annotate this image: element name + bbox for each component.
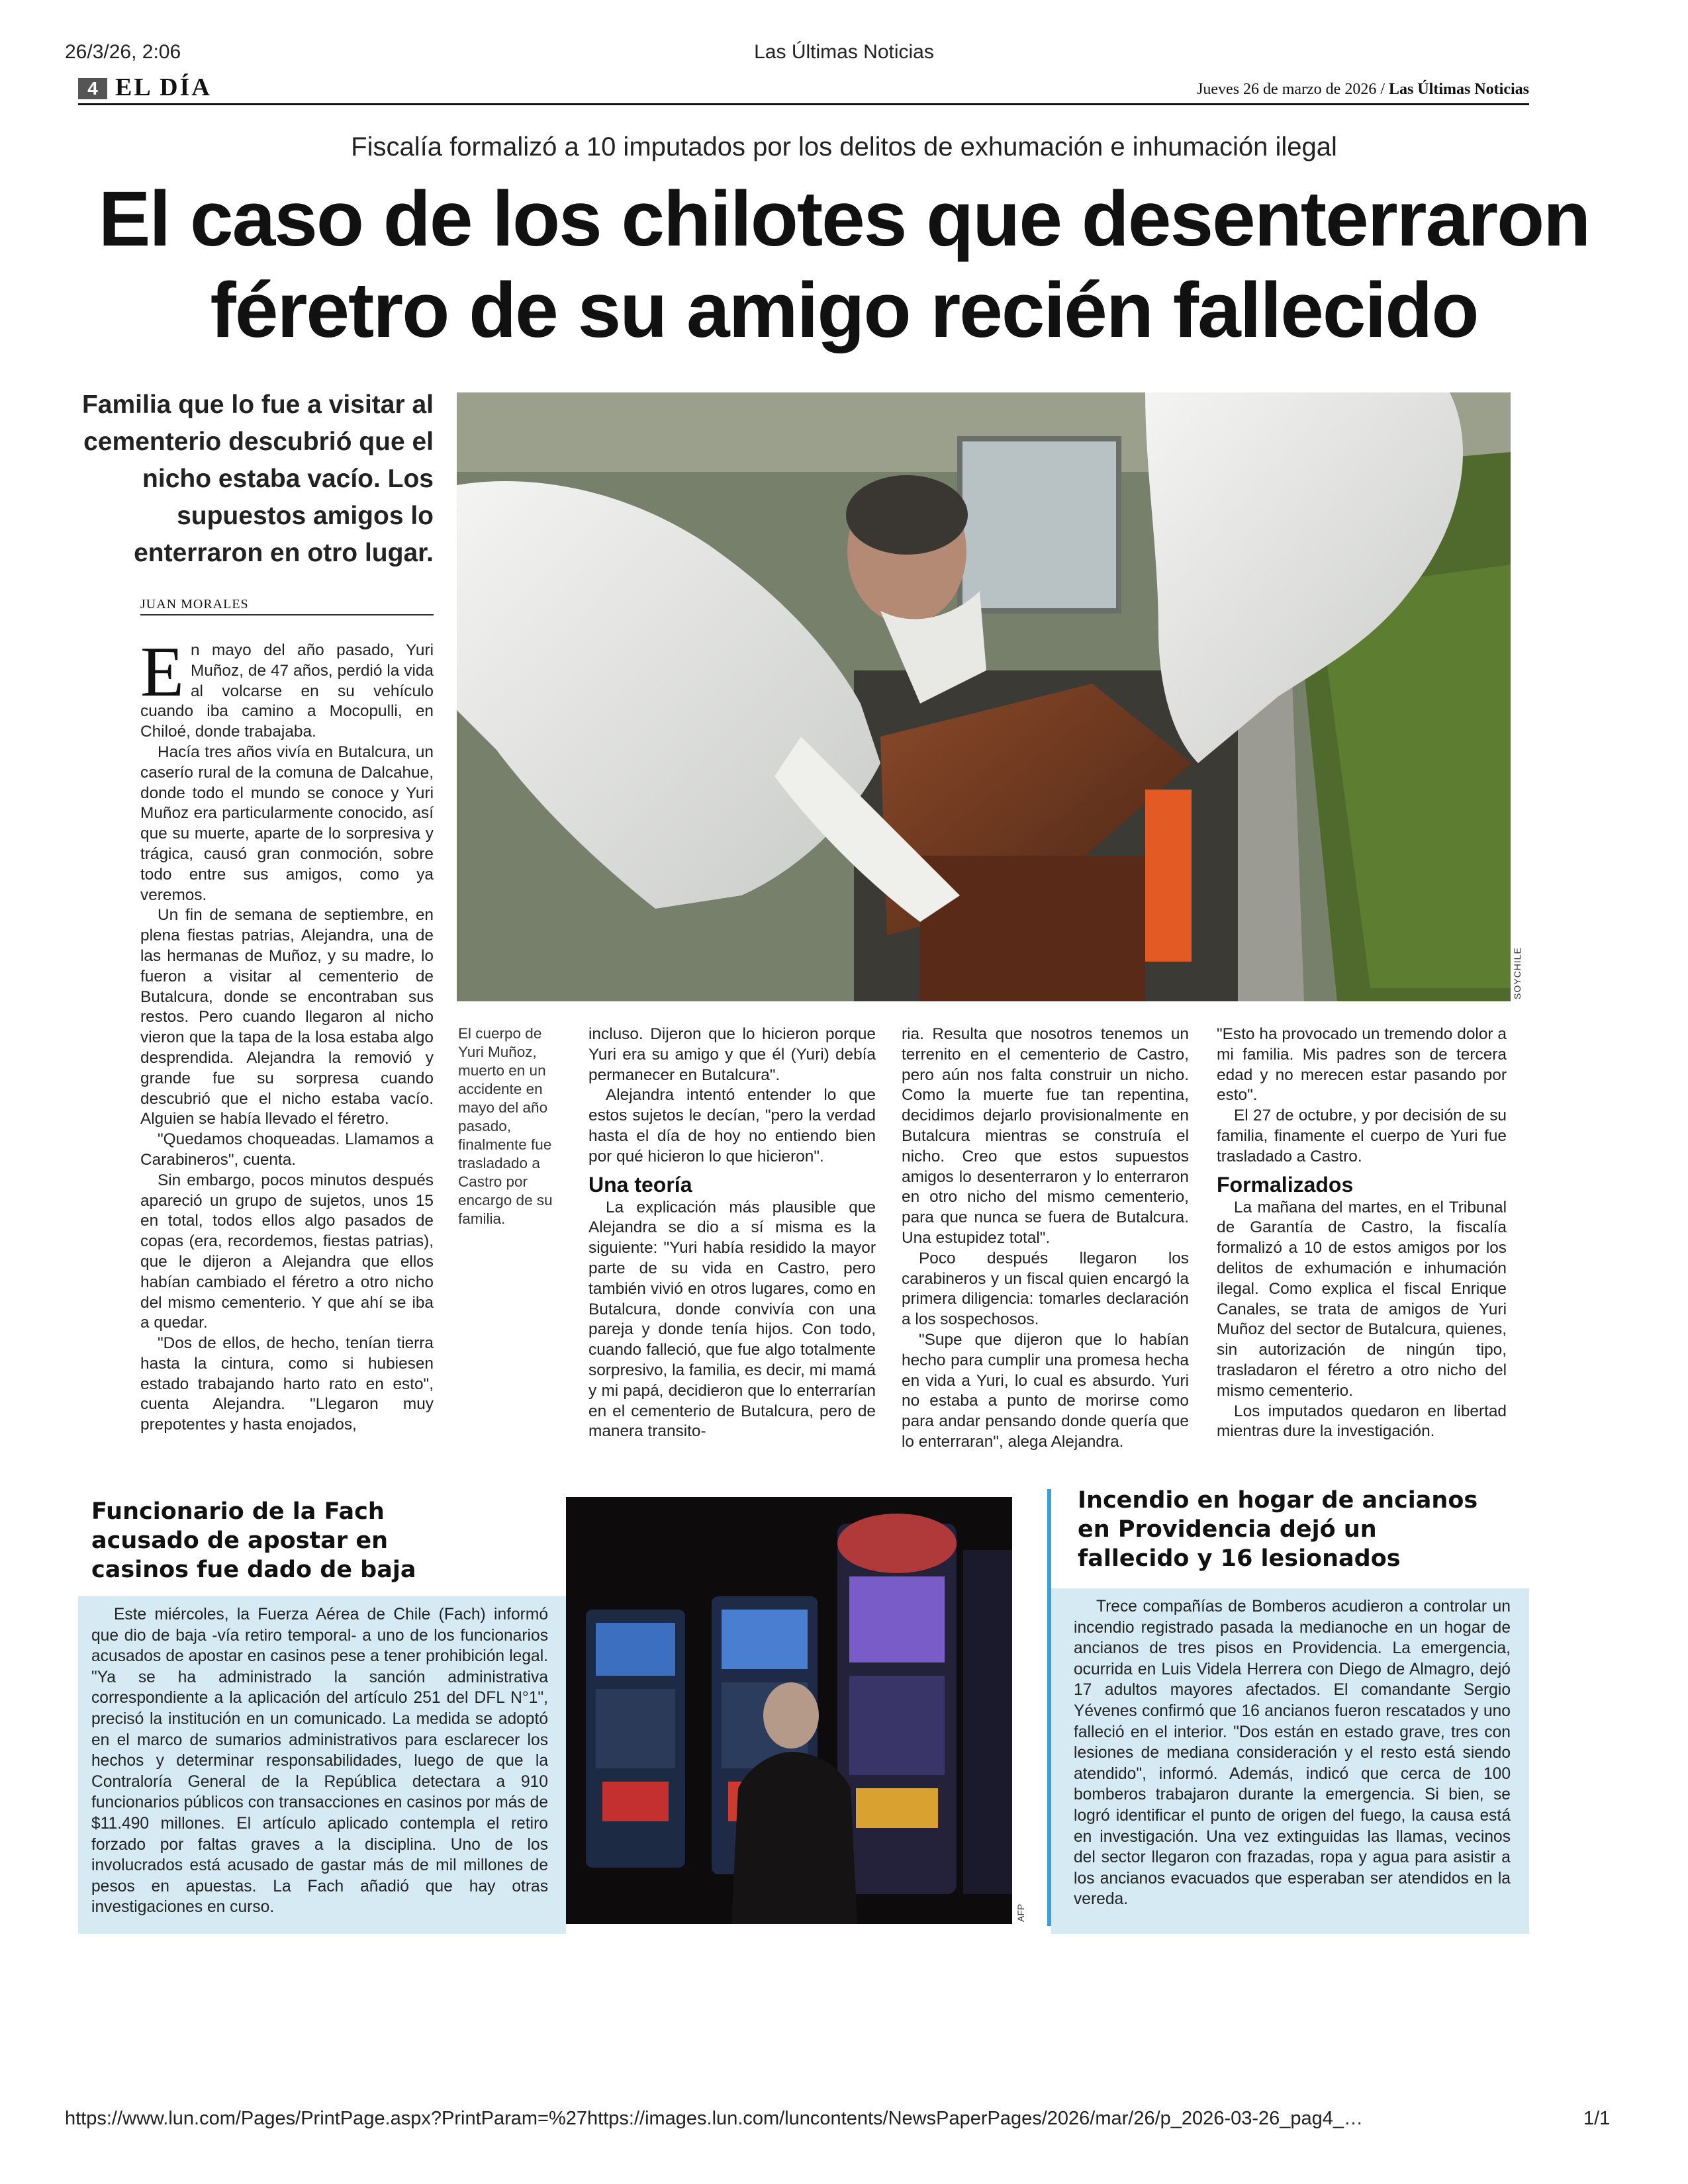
column-2-paragraph-2: Alejandra intentó entender lo que estos sujetos le decían, "pero la verdad hasta el día de hoy no entiendo bien por qué hicieron lo que hicieron".	[588, 1086, 876, 1165]
column-3-paragraph-2: Poco después llegaron los carabineros y un fiscal quien encargó la primera diligencia: tomarles declaración a los sospechosos.	[902, 1249, 1189, 1329]
column-4-paragraph-2: El 27 de octubre, y por decisión de su familia, finamente el cuerpo de Yuri fue trasladado a Castro.	[1217, 1107, 1507, 1165]
section-name: EL DÍA	[115, 73, 212, 101]
column-1-paragraph-2: Hacía tres años vivía en Butalcura, un caserío rural de la comuna de Dalcahue, donde todo el mundo se conoce y Yuri Muñoz era particularmente conocido, así que su muerte, aparte de lo sorpresiva y trágica, causó gran conmoción, sobre todo entre sus amigos, como ya veremos.	[140, 743, 434, 904]
header-rule	[78, 103, 1529, 105]
exhumation-scene-illustration	[457, 392, 1511, 1001]
brief-incendio-paragraph: Trece compañías de Bomberos acudieron a controlar un incendio registrado pasada la medianoche en un hogar de ancianos de tres pisos en Providencia. La emergencia, ocurrida en Luis Videla Herrera con Diego de Almagro, dejó 17 adultos mayores afectados. El comandante Sergio Yévenes confirmó que 16 ancianos fueron rescatados y uno falleció en el interior. "Dos están en estado grave, tres con lesiones de mediana consideración y el resto está siendo atendido", informó. Además, indicó que cerca de 100 bomberos trabajaron durante la emergencia. Si bien, se logró identificar el punto de origen del fuego, la causa está en investigación. Una vez extinguidas las llamas, vecinos del sector llegaron con frazadas, ropa y agua para asistir a los ancianos evacuados que esperaban ser atendidos en la vereda.	[1074, 1598, 1511, 1909]
brief-fach-text	[91, 1604, 548, 1918]
column-1-paragraph-4: "Quedamos choqueadas. Llamamos a Carabineros", cuenta.	[140, 1130, 434, 1169]
column-2-paragraph-1: incluso. Dijeron que lo hicieron porque Yuri era su amigo y que él (Yuri) debía permanecer en Butalcura".	[588, 1025, 876, 1084]
column-2-paragraph-3: La explicación más plausible que Alejandra se dio a sí misma es la siguiente: "Yuri había residido la mayor parte de su vida en Castro, pero también vivió en otros lugares, como en Butalcura, donde convivía con una pareja y donde tenía hijos. Con todo, cuando falleció, que fue algo totalmente sorpresivo, la familia, es decir, mi mamá y mi papá, decidieron que lo enterrarían en el cementerio de Butalcura, pero de manera transito-	[588, 1198, 876, 1441]
brief-fach-title: Funcionario de la Fach acusado de apostar en casinos fue dado de baja	[91, 1498, 416, 1583]
casino-photo	[566, 1497, 1012, 1924]
subhead-formalizados: Formalizados	[1217, 1172, 1354, 1197]
casino-photo-credit: AFP	[1015, 1903, 1026, 1922]
print-title: Las Últimas Noticias	[754, 41, 934, 63]
print-date: 26/3/26, 2:06	[65, 41, 181, 63]
article-column-3	[902, 1024, 1189, 1453]
headline-line-1: El caso de los chilotes que desenterraron	[98, 175, 1590, 263]
brief-fach-paragraph: Este miércoles, la Fuerza Aérea de Chile (Fach) informó que dio de baja -vía retiro temporal- a uno de los funcionarios acusados de apostar en casinos pese a tener prohibición legal. "Ya se ha administrado la sanción administrativa correspondiente a la aplicación del artículo 251 del DFL N°1", precisó la institución en un comunicado. La medida se adoptó en el marco de sumarios administrativos para esclarecer los hechos y determinar responsabilidades, luego de que la Contraloría General de la República detectara a 910 funcionarios públicos con transacciones en casinos por más de $11.490 millones. El artículo aplicado contempla el retiro forzado por faltas graves a la disciplina. Uno de los involucrados está acusado de gastar más de mil millones de pesos en apuestas. La Fach añadió que hay otras investigaciones en curso.	[91, 1606, 548, 1917]
column-1-paragraph-6: "Dos de ellos, de hecho, tenían tierra hasta la cintura, como si hubiesen estado trabajando harto rato en esto", cuenta Alejandra. "Llegaron muy prepotentes y hasta enojados,	[140, 1334, 434, 1434]
column-4-paragraph-1: "Esto ha provocado un tremendo dolor a mi familia. Mis padres son de tercera edad y no merecen estar pasando por esto".	[1217, 1025, 1507, 1105]
column-1-paragraph-3: Un fin de semana de septiembre, en plena fiestas patrias, Alejandra, una de las hermanas de Muñoz, y su madre, lo fueron a visitar al cementerio de Butalcura, donde se encontraban sus restos. Pero cuando llegaron al nicho vieron que la tapa de la losa estaba algo desprendida. Alejandra la removió y grande fue su sorpresa cuando descubrió que el nicho estaba vacío. Alguien se había llevado el féretro.	[140, 906, 434, 1128]
brief-incendio-title: Incendio en hogar de ancianos en Providencia dejó un fallecido y 16 lesionados	[1078, 1487, 1478, 1572]
byline-rule	[140, 614, 434, 615]
article-headline	[73, 173, 1615, 356]
brief-incendio-text	[1074, 1596, 1511, 1910]
article-column-1	[140, 633, 434, 1435]
column-1-paragraph-1-text: n mayo del año pasado, Yuri Muñoz, de 47 años, perdió la vida al volcarse en su vehículo cuando iba camino a Mocopulli, en Chiloé, donde trabajaba.	[140, 641, 434, 741]
print-url: https://www.lun.com/Pages/PrintPage.aspx?PrintParam=%27https://images.lun.com/luncontents/NewsPaperPages/2026/mar/26/p_2026-03-26_pag4_…	[65, 2108, 1364, 2129]
photo-caption: El cuerpo de Yuri Muñoz, muerto en un accidente en mayo del año pasado, finalmente fue trasladado a Castro por encargo de su familia.	[458, 1025, 553, 1227]
article-kicker: Fiscalía formalizó a 10 imputados por los delitos de exhumación e inhumación ilegal	[351, 132, 1337, 161]
issue-line	[1145, 81, 1529, 99]
paper-name: Las Últimas Noticias	[1389, 81, 1529, 98]
headline-line-2: féretro de su amigo recién fallecido	[210, 267, 1478, 354]
article-column-4	[1217, 1024, 1507, 1442]
main-photo-credit: SOYCHILE	[1512, 947, 1523, 999]
column-3-paragraph-3: "Supe que dijeron que lo habían hecho para cumplir una promesa hecha en vida a Yuri, lo cual es absurdo. Yuri no estaba a punto de morirse como para andar pensando donde quería que lo enterraran", alega Alejandra.	[902, 1330, 1189, 1451]
issue-separator: /	[1380, 81, 1385, 98]
casino-slot-machines-illustration	[566, 1497, 1012, 1924]
column-1-paragraph-5: Sin embargo, pocos minutos después apareció un grupo de sujetos, unos 15 en total, todos ellos algo pasados de copas (era, recordemos, fiestas patrias), que le dijeron a Alejandra que ellos habían cambiado el féretro a otro nicho del mismo cementerio. Y que ahí se iba a quedar.	[140, 1171, 434, 1332]
article-column-2	[588, 1024, 876, 1442]
subhead-una-teoria: Una teoría	[588, 1172, 692, 1197]
column-3-paragraph-1: ria. Resulta que nosotros tenemos un terrenito en el cementerio de Castro, pero aún nos falta construir un nicho. Como la muerte fue tan repentina, decidimos dejarlo provisionalmente en Butalcura mientras se construía el nicho. Creo que estos supuestos amigos lo desenterraron y lo enterraron en otro nicho del mismo cementerio, para que nunca se fuera de Butalcura. Una estupidez total".	[902, 1025, 1189, 1247]
article-deck: Familia que lo fue a visitar al cementerio descubrió que el nicho estaba vacío. Los supuestos amigos lo enterraron en otro lugar.	[81, 390, 434, 567]
page-number-badge: 4	[78, 78, 107, 99]
print-page-count: 1/1	[1583, 2108, 1611, 2129]
main-photo-exhumation	[457, 392, 1511, 1001]
byline: JUAN MORALES	[140, 597, 249, 612]
column-4-paragraph-3: La mañana del martes, en el Tribunal de Garantía de Castro, la fiscalía formalizó a 10 de estos amigos por los delitos de exhumación e inhumación ilegal. Como explica el fiscal Enrique Canales, se trata de amigos de Yuri Muñoz del sector de Butalcura, quienes, sin autorización de ningún tipo, trasladaron el féretro a otro nicho del mismo cementerio.	[1217, 1198, 1507, 1400]
column-1-paragraph-1	[140, 633, 434, 743]
dropcap: E	[140, 633, 184, 711]
issue-date: Jueves 26 de marzo de 2026	[1197, 81, 1377, 98]
column-4-paragraph-4: Los imputados quedaron en libertad mientras dure la investigación.	[1217, 1402, 1507, 1441]
